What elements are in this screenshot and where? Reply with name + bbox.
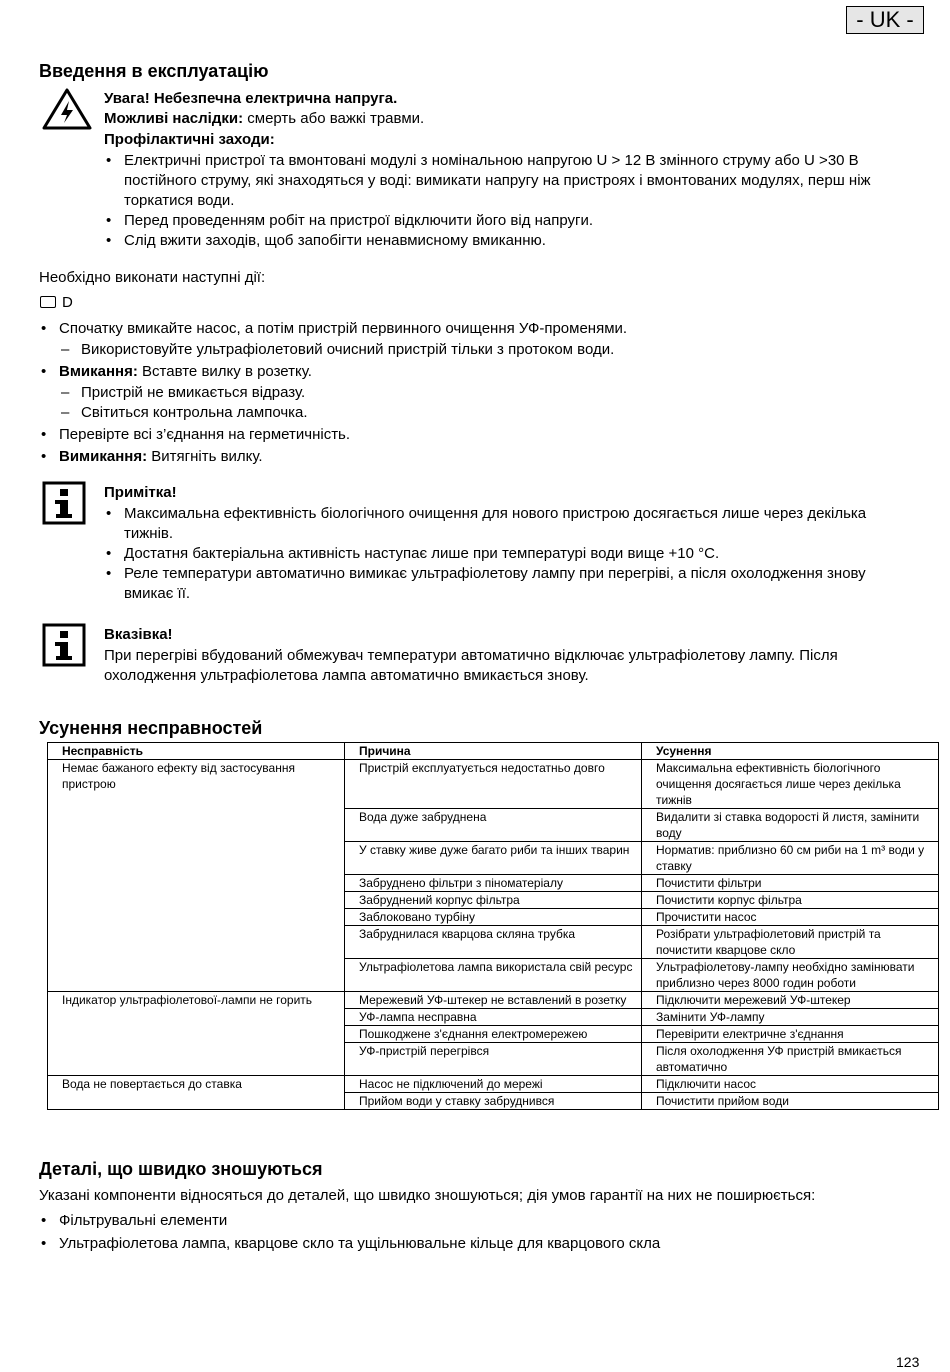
warning-headline: Увага! Небезпечна електрична напруга. — [104, 90, 398, 107]
wear-part-item: • Ультрафіолетова лампа, кварцове скло та ущільнювальне кільце для кварцового скла — [39, 1234, 919, 1254]
header-fault: Несправність — [48, 743, 345, 760]
step-sublist — [59, 383, 919, 423]
remedy-cell: Видалити зі ставка водорості й листя, замінити воду — [642, 809, 939, 842]
step-subitem: – Пристрій не вмикається відразу. — [59, 383, 919, 403]
remedy-cell: Норматив: приблизно 60 см риби на 1 m³ води у ставку — [642, 842, 939, 875]
wear-part-item: • Фільтрувальні елементи — [39, 1211, 919, 1231]
step-subitem: – Використовуйте ультрафіолетовий очисний пристрій тільки з протоком води. — [59, 340, 919, 360]
cause-cell: Забруднено фільтри з піноматеріалу — [345, 875, 642, 892]
cause-cell: Насос не підключений до мережі — [345, 1076, 642, 1093]
cause-cell: УФ-пристрій перегрівся — [345, 1043, 642, 1076]
hint-text: При перегріві вбудований обмежувач температури автоматично відключає ультрафіолетову лампу. Після охолодження ультрафіолетова лампа автоматично вмикається знову. — [104, 647, 838, 684]
cause-cell: Пристрій експлуатується недостатньо довго — [345, 760, 642, 809]
section-title-wear-parts: Деталі, що швидко зношуються — [39, 1159, 323, 1179]
measure-item: • Електричні пристрої та вмонтовані модулі з номінальною напругою U > 12 В змінного струму або U >30 В постійного струму, які знаходяться у воді: вимикати напругу на пристроях і вмонтованих модулях, перш ніж торкатися води. — [104, 151, 904, 211]
page-number: 123 — [896, 1354, 920, 1370]
remedy-cell: Перевірити електричне з'єднання — [642, 1026, 939, 1043]
fault-cell: Немає бажаного ефекту від застосування пристрою — [48, 760, 345, 992]
info-icon — [42, 481, 86, 525]
fault-cell: Вода не повертається до ставка — [48, 1076, 345, 1110]
step-text: Вставте вилку в розетку. — [137, 363, 312, 380]
electric-hazard-icon — [42, 88, 92, 130]
cause-cell: Прийом води у ставку забруднився — [345, 1093, 642, 1110]
figure-ref-icon — [40, 296, 56, 308]
table-body — [48, 760, 939, 1110]
section-title-commissioning: Введення в експлуатацію — [39, 61, 269, 81]
section-title-troubleshooting: Усунення несправностей — [39, 718, 263, 738]
note-item: • Реле температури автоматично вимикає ультрафіолетову лампу при перегріві, а після охолодження знову вмикає її. — [104, 564, 904, 604]
remedy-cell: Почистити фільтри — [642, 875, 939, 892]
note-item: • Достатня бактеріальна активність наступає лише при температурі води вище +10 °C. — [104, 544, 904, 564]
step-item: • Перевірте всі з’єднання на герметичність. — [39, 425, 919, 445]
remedy-cell: Розібрати ультрафіолетовий пристрій та почистити кварцове скло — [642, 926, 939, 959]
remedy-cell: Почистити корпус фільтра — [642, 892, 939, 909]
cause-cell: Забруднений корпус фільтра — [345, 892, 642, 909]
fault-cell: Індикатор ультрафіолетової-лампи не горить — [48, 992, 345, 1076]
table-row — [48, 1076, 939, 1093]
remedy-cell: Замінити УФ-лампу — [642, 1009, 939, 1026]
remedy-cell: Після охолодження УФ пристрій вмикається автоматично — [642, 1043, 939, 1076]
remedy-cell: Ультрафіолетову-лампу необхідно замінювати приблизно через 8000 годин роботи — [642, 959, 939, 992]
steps-intro: Необхідно виконати наступні дії: — [39, 269, 266, 286]
table-row — [48, 760, 939, 809]
hint-title: Вказівка! — [104, 626, 173, 643]
remedy-cell: Підключити мережевий УФ-штекер — [642, 992, 939, 1009]
warning-consequences — [104, 109, 904, 129]
wear-parts-list — [39, 1211, 919, 1254]
language-tag: - UK - — [846, 6, 924, 34]
table-header-row — [48, 743, 939, 760]
remedy-cell: Підключити насос — [642, 1076, 939, 1093]
step-subitem: – Світиться контрольна лампочка. — [59, 403, 919, 423]
steps-list — [39, 319, 919, 469]
cause-cell: Ультрафіолетова лампа використала свій ресурс — [345, 959, 642, 992]
table-row — [48, 992, 939, 1009]
cause-cell: Вода дуже забруднена — [345, 809, 642, 842]
measure-item: • Перед проведенням робіт на пристрої відключити його від напруги. — [104, 211, 904, 231]
consequences-text: смерть або важкі травми. — [243, 110, 425, 127]
step-item — [39, 319, 919, 360]
figure-ref-label: D — [62, 294, 73, 311]
step-label: Вимикання: — [59, 448, 148, 465]
wear-parts-intro: Указані компоненти відносяться до деталей, що швидко зношуються; дія умов гарантії на них не поширюється: — [39, 1187, 816, 1204]
cause-cell: Мережевий УФ-штекер не вставлений в розетку — [345, 992, 642, 1009]
cause-cell: У ставку живе дуже багато риби та інших тварин — [345, 842, 642, 875]
remedy-cell: Почистити прийом води — [642, 1093, 939, 1110]
note-title: Примітка! — [104, 484, 177, 501]
measure-item: • Слід вжити заходів, щоб запобігти ненавмисному вмиканню. — [104, 231, 904, 251]
cause-cell: Забруднилася кварцова скляна трубка — [345, 926, 642, 959]
header-cause: Причина — [345, 743, 642, 760]
remedy-cell: Максимальна ефективність біологічного очищення досягається лише через декілька тижнів — [642, 760, 939, 809]
note-item: • Максимальна ефективність біологічного очищення для нового пристрою досягається лише через декілька тижнів. — [104, 504, 904, 544]
header-remedy: Усунення — [642, 743, 939, 760]
info-icon — [42, 623, 86, 667]
cause-cell: УФ-лампа несправна — [345, 1009, 642, 1026]
consequences-label: Можливі наслідки: — [104, 110, 244, 127]
troubleshooting-table — [47, 742, 939, 1110]
measures-list — [104, 151, 904, 251]
measures-label: Профілактичні заходи: — [104, 131, 275, 148]
step-label: Вмикання: — [59, 363, 138, 380]
step-item — [39, 447, 919, 467]
hint-block — [104, 625, 904, 686]
step-sublist — [59, 340, 919, 360]
step-text: Спочатку вмикайте насос, а потім пристрій первинного очищення УФ-променями. — [59, 320, 628, 337]
warning-block — [104, 89, 904, 251]
cause-cell: Заблоковано турбіну — [345, 909, 642, 926]
cause-cell: Пошкоджене з'єднання електромережею — [345, 1026, 642, 1043]
step-text: Витягніть вилку. — [147, 448, 263, 465]
figure-reference — [40, 293, 73, 313]
step-item — [39, 362, 919, 423]
note-block — [104, 483, 904, 604]
note-list — [104, 504, 904, 604]
remedy-cell: Прочистити насос — [642, 909, 939, 926]
